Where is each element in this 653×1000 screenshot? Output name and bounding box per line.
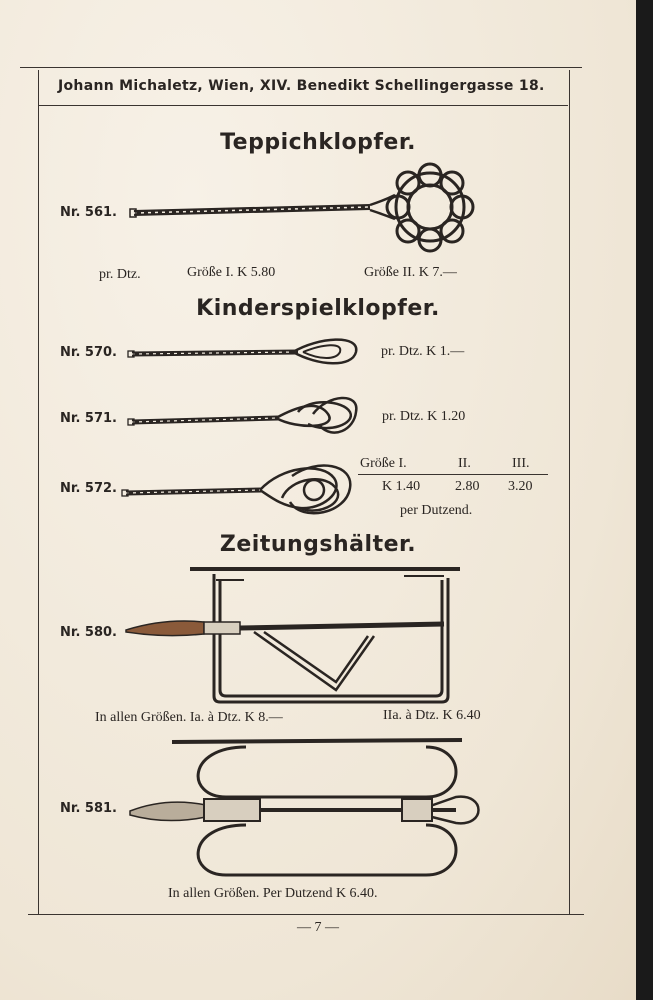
item-number-571: Nr. 571. [60,411,117,426]
caption-581: In allen Größen. Per Dutzend K 6.40. [168,886,378,901]
toy-beater-572-illustration [122,458,362,524]
size-price-table-572 [358,455,548,518]
size-col-3-header: III. [512,456,530,471]
section-title-zeitungshaelter: Zeitungshälter. [219,532,417,557]
publisher-header: Johann Michaletz, Wien, XIV. Benedikt Schellingergasse 18. [58,78,545,94]
item-number-570: Nr. 570. [60,345,117,360]
header-rule-top [20,67,582,68]
size-col-2-header: II. [458,456,471,471]
price-size1-561: Größe I. K 5.80 [187,265,276,280]
price-size-1: K 1.40 [382,479,421,494]
unit-label-561: pr. Dtz. [99,267,141,282]
toy-beater-571-illustration [128,390,368,446]
per-dozen-label: per Dutzend. [400,503,473,518]
section-title-kinderspielklopfer: Kinderspielklopfer. [196,296,440,321]
item-number-572: Nr. 572. [60,481,117,496]
item-number-580: Nr. 580. [60,625,117,640]
toy-beater-570-illustration [128,332,368,372]
footer-rule [28,914,584,915]
price-size-3: 3.20 [508,479,533,494]
size-header-label: Größe I. [360,456,407,471]
price-size-2: 2.80 [455,479,480,494]
page-number: — 7 — [297,920,339,935]
item-number-581: Nr. 581. [60,801,117,816]
caption-580: In allen Größen. Ia. à Dtz. K 8.— [95,710,283,725]
price-570: pr. Dtz. K 1.— [381,344,465,359]
caption-580-second-price: IIa. à Dtz. K 6.40 [383,708,481,723]
carpet-beater-561-illustration [130,155,490,265]
newspaper-holder-581-illustration [126,735,486,885]
price-571: pr. Dtz. K 1.20 [382,409,466,424]
newspaper-holder-580-illustration [124,562,464,712]
item-number-561: Nr. 561. [60,205,117,220]
section-title-teppichklopfer: Teppichklopfer. [220,130,416,155]
price-size2-561: Größe II. K 7.— [364,265,457,280]
